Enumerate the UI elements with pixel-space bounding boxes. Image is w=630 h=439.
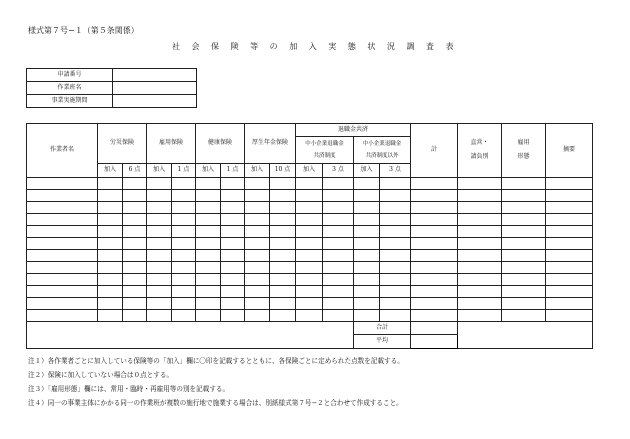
worker-cell[interactable]: [296, 238, 323, 250]
worker-cell[interactable]: [546, 286, 593, 298]
worker-cell[interactable]: [270, 274, 296, 286]
points-label: 1 点: [172, 164, 196, 178]
worker-cell[interactable]: [354, 298, 380, 310]
header-rosai: 労災保険: [98, 124, 147, 164]
worker-cell[interactable]: [27, 250, 98, 262]
worker-cell[interactable]: [380, 226, 411, 238]
info-label: 事業実施期間: [27, 95, 113, 108]
worker-cell[interactable]: [245, 190, 270, 202]
worker-cell[interactable]: [98, 310, 123, 322]
worker-cell[interactable]: [172, 178, 196, 190]
worker-cell[interactable]: [380, 298, 411, 310]
worker-row: [27, 202, 593, 214]
worker-cell[interactable]: [546, 274, 593, 286]
worker-cell[interactable]: [270, 298, 296, 310]
worker-cell[interactable]: [98, 226, 123, 238]
worker-cell[interactable]: [196, 226, 221, 238]
worker-cell[interactable]: [546, 178, 593, 190]
worker-cell[interactable]: [546, 298, 593, 310]
worker-cell[interactable]: [546, 214, 593, 226]
worker-cell[interactable]: [27, 202, 98, 214]
worker-cell[interactable]: [411, 298, 458, 310]
worker-cell[interactable]: [380, 274, 411, 286]
worker-cell[interactable]: [196, 298, 221, 310]
info-value[interactable]: [113, 82, 197, 95]
info-value[interactable]: [113, 95, 197, 108]
worker-cell[interactable]: [98, 274, 123, 286]
worker-cell[interactable]: [147, 250, 172, 262]
worker-cell[interactable]: [98, 214, 123, 226]
worker-cell[interactable]: [411, 214, 458, 226]
worker-cell[interactable]: [296, 214, 323, 226]
worker-cell[interactable]: [172, 274, 196, 286]
worker-cell[interactable]: [221, 298, 245, 310]
worker-cell[interactable]: [411, 190, 458, 202]
worker-cell[interactable]: [411, 262, 458, 274]
worker-cell[interactable]: [502, 238, 546, 250]
worker-cell[interactable]: [458, 286, 502, 298]
worker-cell[interactable]: [458, 262, 502, 274]
worker-cell[interactable]: [323, 226, 354, 238]
worker-cell[interactable]: [546, 202, 593, 214]
worker-cell[interactable]: [270, 262, 296, 274]
worker-cell[interactable]: [354, 250, 380, 262]
worker-cell[interactable]: [354, 310, 380, 322]
points-label: 6 点: [123, 164, 147, 178]
worker-cell[interactable]: [123, 202, 147, 214]
join-label: 加入: [147, 164, 172, 178]
worker-row: [27, 274, 593, 286]
worker-cell[interactable]: [380, 250, 411, 262]
join-label: 加入: [354, 164, 380, 178]
worker-cell[interactable]: [270, 178, 296, 190]
worker-cell[interactable]: [27, 178, 98, 190]
worker-cell[interactable]: [98, 202, 123, 214]
worker-cell[interactable]: [296, 262, 323, 274]
worker-cell[interactable]: [98, 178, 123, 190]
worker-cell[interactable]: [196, 262, 221, 274]
worker-cell[interactable]: [458, 274, 502, 286]
points-label: 3 点: [380, 164, 411, 178]
worker-cell[interactable]: [458, 190, 502, 202]
worker-cell[interactable]: [323, 250, 354, 262]
worker-cell[interactable]: [123, 262, 147, 274]
worker-cell[interactable]: [296, 286, 323, 298]
worker-cell[interactable]: [123, 226, 147, 238]
header-total: 計: [411, 124, 458, 178]
worker-cell[interactable]: [27, 298, 98, 310]
worker-cell[interactable]: [502, 262, 546, 274]
info-value[interactable]: [113, 69, 197, 82]
worker-row: [27, 250, 593, 262]
worker-cell[interactable]: [196, 250, 221, 262]
worker-cell[interactable]: [546, 238, 593, 250]
worker-cell[interactable]: [296, 190, 323, 202]
worker-cell[interactable]: [98, 298, 123, 310]
worker-cell[interactable]: [323, 178, 354, 190]
worker-row: [27, 190, 593, 202]
worker-cell[interactable]: [147, 202, 172, 214]
worker-cell[interactable]: [245, 274, 270, 286]
worker-cell[interactable]: [245, 298, 270, 310]
worker-cell[interactable]: [323, 238, 354, 250]
average-row: [27, 335, 593, 349]
worker-cell[interactable]: [354, 262, 380, 274]
points-label: 3 点: [323, 164, 354, 178]
worker-cell[interactable]: [354, 274, 380, 286]
worker-cell[interactable]: [502, 286, 546, 298]
worker-cell[interactable]: [458, 226, 502, 238]
worker-cell[interactable]: [123, 214, 147, 226]
worker-cell[interactable]: [458, 214, 502, 226]
form-number: 様式第７号−１（第５条関係）: [28, 26, 139, 35]
worker-cell[interactable]: [380, 286, 411, 298]
worker-cell[interactable]: [546, 190, 593, 202]
worker-cell[interactable]: [502, 178, 546, 190]
worker-cell[interactable]: [221, 238, 245, 250]
worker-cell[interactable]: [380, 214, 411, 226]
worker-cell[interactable]: [147, 238, 172, 250]
worker-cell[interactable]: [221, 262, 245, 274]
notes: [28, 354, 404, 410]
worker-cell[interactable]: [354, 190, 380, 202]
header-remarks: 摘要: [546, 124, 593, 178]
worker-cell[interactable]: [411, 310, 458, 322]
worker-cell[interactable]: [502, 250, 546, 262]
worker-cell[interactable]: [221, 226, 245, 238]
worker-cell[interactable]: [245, 262, 270, 274]
worker-cell[interactable]: [546, 226, 593, 238]
worker-cell[interactable]: [123, 274, 147, 286]
header-koyo: 雇用保険: [147, 124, 196, 164]
worker-cell[interactable]: [411, 226, 458, 238]
worker-cell[interactable]: [221, 310, 245, 322]
worker-cell[interactable]: [123, 298, 147, 310]
worker-cell[interactable]: [380, 202, 411, 214]
worker-cell[interactable]: [270, 286, 296, 298]
worker-cell[interactable]: [27, 310, 98, 322]
worker-cell[interactable]: [245, 286, 270, 298]
worker-row: [27, 214, 593, 226]
worker-cell[interactable]: [546, 262, 593, 274]
worker-cell[interactable]: [147, 274, 172, 286]
average-value[interactable]: [411, 335, 458, 349]
worker-cell[interactable]: [245, 202, 270, 214]
worker-cell[interactable]: [245, 310, 270, 322]
sum-value[interactable]: [411, 322, 458, 335]
points-label: 1 点: [221, 164, 245, 178]
worker-cell[interactable]: [172, 298, 196, 310]
worker-cell[interactable]: [354, 238, 380, 250]
worker-cell[interactable]: [380, 238, 411, 250]
worker-cell[interactable]: [411, 238, 458, 250]
worker-cell[interactable]: [27, 190, 98, 202]
worker-cell[interactable]: [221, 274, 245, 286]
worker-cell[interactable]: [411, 178, 458, 190]
worker-cell[interactable]: [411, 274, 458, 286]
worker-cell[interactable]: [411, 286, 458, 298]
worker-cell[interactable]: [172, 250, 196, 262]
worker-cell[interactable]: [270, 238, 296, 250]
worker-cell[interactable]: [147, 190, 172, 202]
worker-cell[interactable]: [296, 226, 323, 238]
worker-cell[interactable]: [123, 286, 147, 298]
info-row-application-number: [27, 69, 197, 82]
worker-cell[interactable]: [245, 178, 270, 190]
note-4: 注４）同一の事業主体にかかる同一の作業班が複数の施行地で施業する場合は、別紙様式第７号−２と合わせて作成すること。: [28, 399, 403, 407]
worker-cell[interactable]: [296, 298, 323, 310]
worker-row: [27, 226, 593, 238]
worker-cell[interactable]: [123, 190, 147, 202]
worker-cell[interactable]: [270, 310, 296, 322]
worker-cell[interactable]: [172, 286, 196, 298]
worker-cell[interactable]: [411, 250, 458, 262]
info-row-period: [27, 95, 197, 108]
worker-cell[interactable]: [172, 190, 196, 202]
worker-cell[interactable]: [380, 310, 411, 322]
worker-cell[interactable]: [270, 190, 296, 202]
worker-cell[interactable]: [147, 262, 172, 274]
worker-cell[interactable]: [196, 202, 221, 214]
worker-row: [27, 310, 593, 322]
info-row-team-name: [27, 82, 197, 95]
worker-cell[interactable]: [502, 298, 546, 310]
worker-cell[interactable]: [270, 226, 296, 238]
worker-cell[interactable]: [546, 310, 593, 322]
info-label: 申請番号: [27, 69, 113, 82]
header-chusho-2: 中小企業退職金 共済制度以外: [354, 137, 411, 164]
worker-cell[interactable]: [245, 250, 270, 262]
worker-cell[interactable]: [458, 238, 502, 250]
worker-cell[interactable]: [323, 310, 354, 322]
worker-cell[interactable]: [323, 262, 354, 274]
worker-cell[interactable]: [196, 274, 221, 286]
worker-row: [27, 262, 593, 274]
header-chokuei: 直営・ 請負別: [458, 124, 502, 178]
worker-cell[interactable]: [323, 298, 354, 310]
info-table: [26, 68, 197, 108]
worker-cell[interactable]: [502, 274, 546, 286]
info-label: 作業班名: [27, 82, 113, 95]
worker-cell[interactable]: [296, 202, 323, 214]
worker-cell[interactable]: [172, 310, 196, 322]
worker-cell[interactable]: [270, 250, 296, 262]
document-title: 社 会 保 険 等 の 加 入 実 態 状 況 調 査 表: [171, 42, 459, 51]
worker-cell[interactable]: [98, 250, 123, 262]
worker-cell[interactable]: [380, 178, 411, 190]
header-taishokukin: 退職金共済: [296, 124, 411, 137]
worker-cell[interactable]: [502, 202, 546, 214]
worker-cell[interactable]: [27, 274, 98, 286]
worker-cell[interactable]: [27, 214, 98, 226]
worker-cell[interactable]: [221, 214, 245, 226]
worker-cell[interactable]: [502, 226, 546, 238]
survey-table: [26, 123, 593, 349]
worker-cell[interactable]: [123, 238, 147, 250]
worker-cell[interactable]: [296, 178, 323, 190]
worker-cell[interactable]: [354, 226, 380, 238]
worker-cell[interactable]: [221, 178, 245, 190]
worker-cell[interactable]: [296, 274, 323, 286]
worker-cell[interactable]: [147, 214, 172, 226]
worker-cell[interactable]: [147, 298, 172, 310]
worker-cell[interactable]: [296, 250, 323, 262]
worker-cell[interactable]: [546, 250, 593, 262]
worker-cell[interactable]: [380, 190, 411, 202]
worker-cell[interactable]: [354, 202, 380, 214]
sum-row: [27, 322, 593, 335]
worker-cell[interactable]: [172, 226, 196, 238]
points-label: 10 点: [270, 164, 296, 178]
note-3: 注３）「雇用形態」欄には、常用・臨時・再雇用等の別を記載する。: [28, 385, 230, 393]
worker-row: [27, 238, 593, 250]
worker-row: [27, 286, 593, 298]
worker-cell[interactable]: [323, 202, 354, 214]
worker-cell[interactable]: [221, 250, 245, 262]
worker-cell[interactable]: [296, 310, 323, 322]
worker-cell[interactable]: [221, 190, 245, 202]
worker-cell[interactable]: [147, 226, 172, 238]
worker-cell[interactable]: [98, 190, 123, 202]
worker-cell[interactable]: [98, 286, 123, 298]
worker-cell[interactable]: [27, 226, 98, 238]
worker-cell[interactable]: [411, 202, 458, 214]
worker-cell[interactable]: [147, 310, 172, 322]
header-chusho-1: 中小企業退職金 共済制度: [296, 137, 354, 164]
worker-cell[interactable]: [458, 310, 502, 322]
header-kosei: 厚生年金保険: [245, 124, 296, 164]
worker-row: [27, 178, 593, 190]
worker-cell[interactable]: [270, 214, 296, 226]
worker-cell[interactable]: [458, 202, 502, 214]
worker-cell[interactable]: [323, 286, 354, 298]
worker-cell[interactable]: [354, 214, 380, 226]
worker-cell[interactable]: [27, 262, 98, 274]
worker-cell[interactable]: [502, 214, 546, 226]
worker-cell[interactable]: [380, 262, 411, 274]
worker-cell[interactable]: [98, 238, 123, 250]
worker-cell[interactable]: [123, 250, 147, 262]
worker-cell[interactable]: [172, 238, 196, 250]
worker-cell[interactable]: [245, 238, 270, 250]
join-label: 加入: [98, 164, 123, 178]
worker-cell[interactable]: [172, 214, 196, 226]
sum-label: 合計: [354, 322, 411, 335]
worker-cell[interactable]: [270, 202, 296, 214]
worker-cell[interactable]: [245, 226, 270, 238]
join-label: 加入: [245, 164, 270, 178]
worker-cell[interactable]: [196, 238, 221, 250]
worker-cell[interactable]: [147, 178, 172, 190]
worker-cell[interactable]: [221, 202, 245, 214]
worker-cell[interactable]: [98, 262, 123, 274]
average-label: 平均: [354, 335, 411, 349]
worker-cell[interactable]: [323, 214, 354, 226]
worker-cell[interactable]: [27, 238, 98, 250]
worker-cell[interactable]: [196, 214, 221, 226]
note-2: 注２）保険に加入していない場合は０点とする。: [28, 371, 174, 379]
worker-cell[interactable]: [245, 214, 270, 226]
worker-cell[interactable]: [323, 190, 354, 202]
worker-cell[interactable]: [458, 298, 502, 310]
header-kenko: 健康保険: [196, 124, 245, 164]
worker-cell[interactable]: [354, 286, 380, 298]
worker-cell[interactable]: [196, 190, 221, 202]
worker-cell[interactable]: [123, 178, 147, 190]
worker-cell[interactable]: [502, 310, 546, 322]
worker-cell[interactable]: [196, 310, 221, 322]
join-label: 加入: [196, 164, 221, 178]
worker-cell[interactable]: [172, 262, 196, 274]
worker-cell[interactable]: [458, 178, 502, 190]
worker-cell[interactable]: [27, 286, 98, 298]
worker-cell[interactable]: [123, 310, 147, 322]
worker-cell[interactable]: [172, 202, 196, 214]
worker-cell[interactable]: [196, 286, 221, 298]
note-1: 注１）各作業者ごとに加入している保険等の「加入」欄に〇印を記載するとともに、各保険ごとに定められた点数を記載する。: [28, 357, 404, 365]
header-koyo-keitai: 雇用 形態: [502, 124, 546, 178]
worker-cell[interactable]: [147, 286, 172, 298]
worker-cell[interactable]: [354, 178, 380, 190]
worker-cell[interactable]: [502, 190, 546, 202]
worker-row: [27, 298, 593, 310]
worker-cell[interactable]: [196, 178, 221, 190]
header-worker-name: 作業者名: [27, 124, 98, 178]
worker-cell[interactable]: [221, 286, 245, 298]
worker-cell[interactable]: [323, 274, 354, 286]
worker-cell[interactable]: [458, 250, 502, 262]
join-label: 加入: [296, 164, 323, 178]
